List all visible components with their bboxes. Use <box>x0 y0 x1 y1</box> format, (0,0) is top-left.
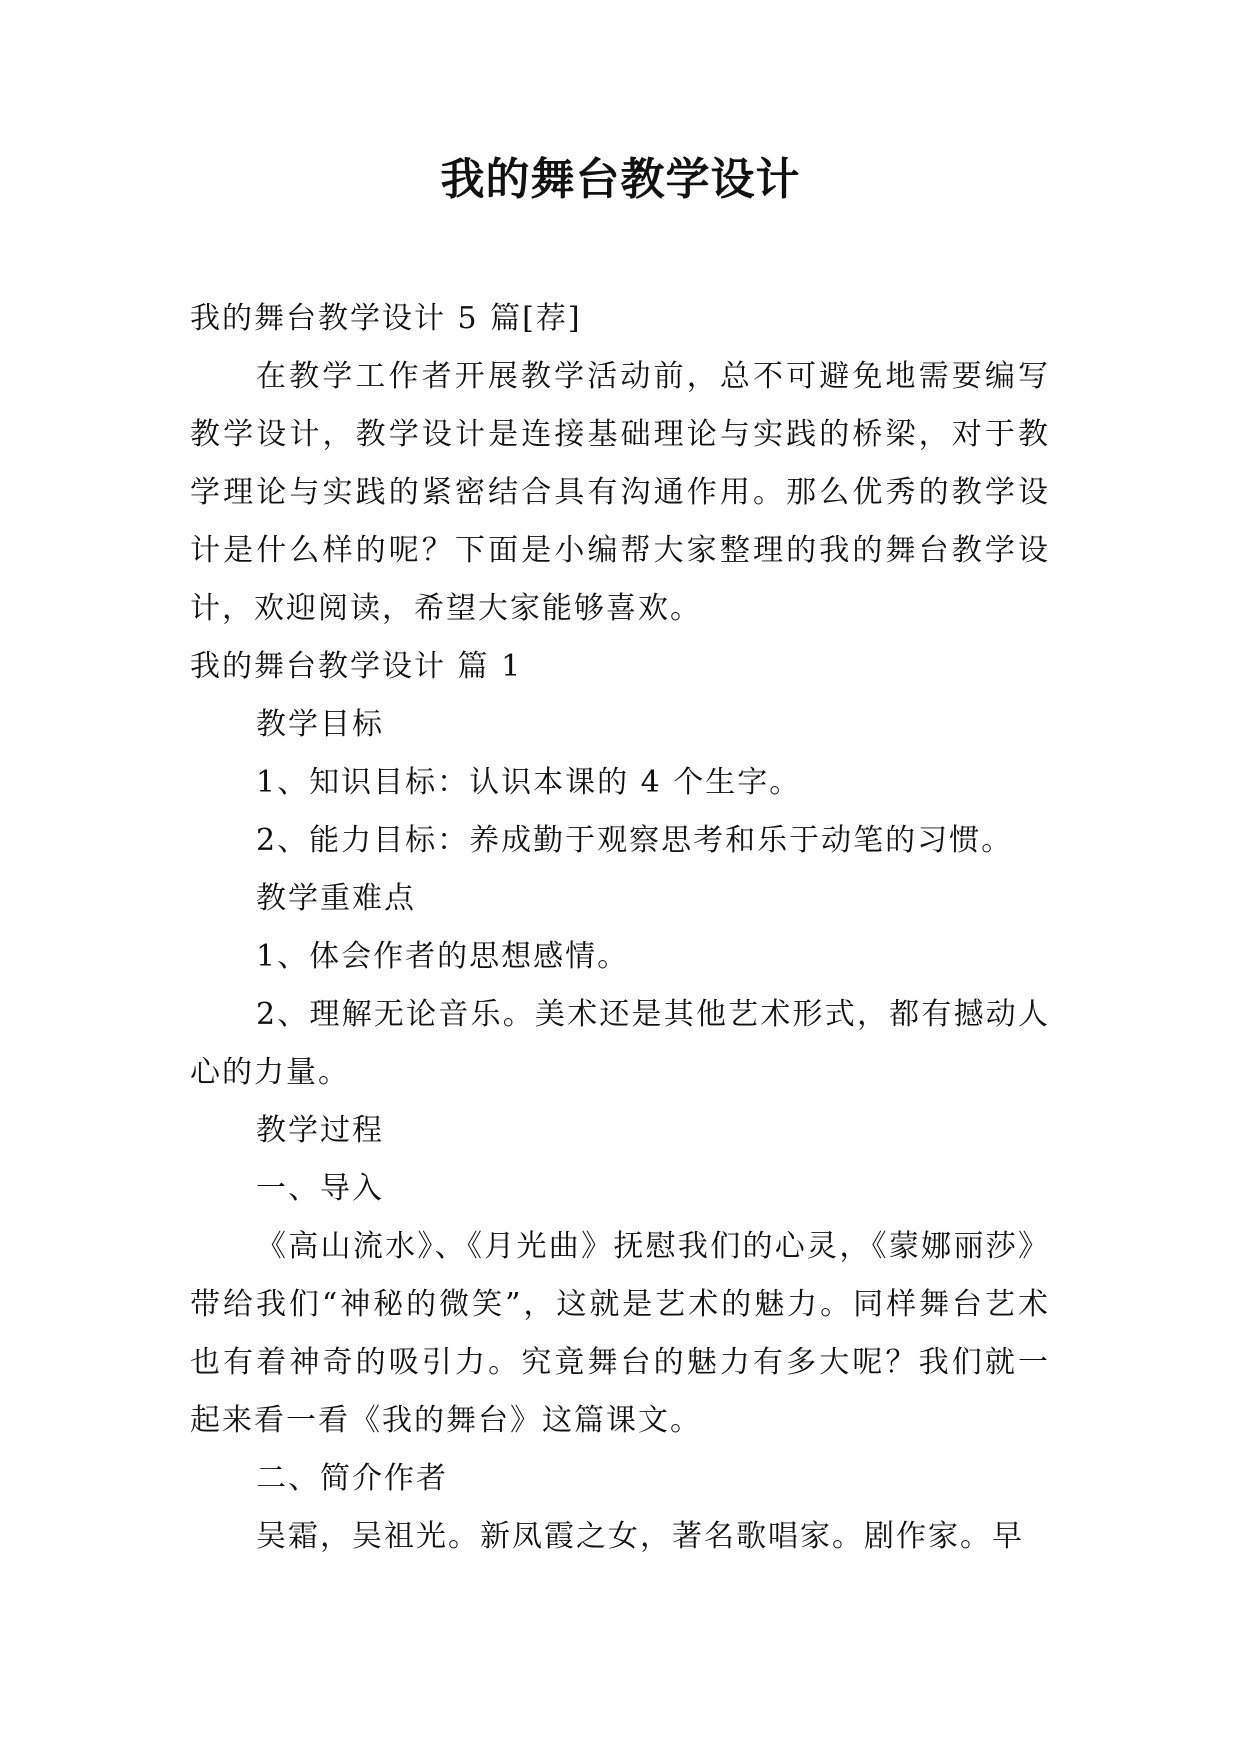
key-point-1: 1、体会作者的思想感情。 <box>256 939 630 974</box>
heading-teaching-goals: 教学目标 <box>256 707 384 742</box>
key-point-2: 2、理解无论音乐。美术还是其他艺术形式，都有撼动人心的力量。 <box>190 997 1050 1090</box>
subtitle-line: 我的舞台教学设计 5 篇[荐] <box>190 301 582 336</box>
document-title: 我的舞台教学设计 <box>440 154 801 205</box>
intro-paragraph: 在教学工作者开展教学活动前，总不可避免地需要编写教学设计，教学设计是连接基础理论与实践的桥梁，对于教学理论与实践的紧密结合具有沟通作用。那么优秀的教学设计是什么样的呢？下面是小编帮大家整理的我的舞台教学设计，欢迎阅读，希望大家能够喜欢。 <box>190 359 1050 626</box>
heading-teaching-process: 教学过程 <box>256 1113 384 1148</box>
goal-knowledge: 1、知识目标：认识本课的 4 个生字。 <box>256 765 802 800</box>
goal-ability: 2、能力目标：养成勤于观察思考和乐于动笔的习惯。 <box>256 823 1014 858</box>
introduction-paragraph: 《高山流水》、《月光曲》抚慰我们的心灵，《蒙娜丽莎》带给我们“神秘的微笑”，这就是艺术的魅力。同样舞台艺术也有着神奇的吸引力。究竟舞台的魅力有多大呢？我们就一起来看一看《我的舞台》这篇课文。 <box>190 1229 1050 1438</box>
document-body <box>190 290 1050 1566</box>
author-paragraph: 吴霜，吴祖光。新凤霞之女，著名歌唱家。剧作家。早 <box>256 1519 1024 1554</box>
section-heading-part-1: 我的舞台教学设计 篇 1 <box>190 649 523 684</box>
heading-key-points: 教学重难点 <box>256 881 416 916</box>
heading-author-intro: 二、简介作者 <box>256 1461 448 1496</box>
heading-introduction: 一、导入 <box>256 1171 384 1206</box>
